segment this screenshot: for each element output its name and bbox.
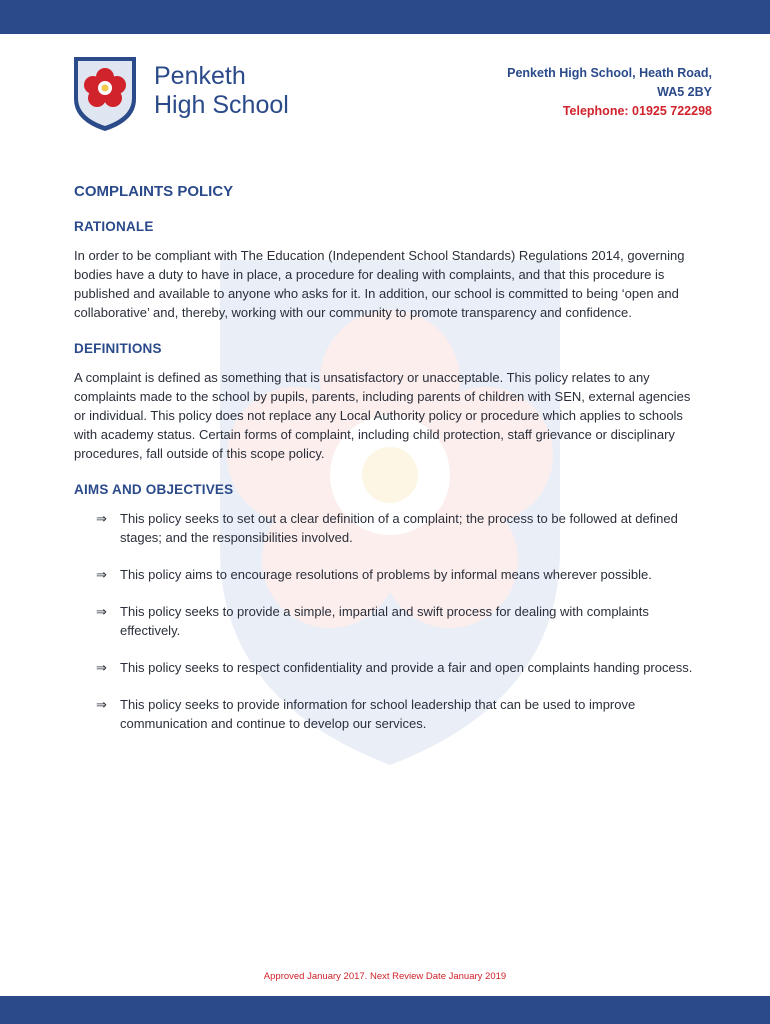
section-heading-aims: AIMS AND OBJECTIVES [74, 482, 234, 497]
aim-text: This policy seeks to set out a clear definition of a complaint; the process to be followed at defined stages; and the responsibilities involved. [120, 511, 678, 545]
rationale-paragraph: In order to be compliant with The Education (Independent School Standards) Regulations 2014, governing bodies have a duty to have in place, a procedure for dealing with complaints, and that this procedure is published and available to anyone who asks for it. In addition, our school is committed to being ‘open and collaborative’ and, thereby, working with our community to promote transparency and confidence. [74, 248, 685, 320]
school-name [154, 62, 289, 120]
school-name-line1: Penketh [154, 62, 246, 90]
top-banner [0, 0, 770, 34]
page-title: COMPLAINTS POLICY [74, 183, 234, 200]
list-item [74, 602, 704, 640]
arrow-right-icon: ⇒ [96, 511, 107, 526]
school-address [507, 64, 712, 121]
school-name-line2: High School [154, 91, 289, 119]
arrow-right-icon: ⇒ [96, 697, 107, 712]
section-heading-definitions: DEFINITIONS [74, 341, 162, 356]
aim-text: This policy aims to encourage resolutions of problems by informal means wherever possible. [120, 567, 652, 582]
aims-list [74, 509, 704, 733]
arrow-right-icon: ⇒ [96, 604, 107, 619]
address-line1: Penketh High School, Heath Road, [507, 66, 712, 80]
section-heading-rationale: RATIONALE [74, 219, 154, 234]
telephone: Telephone: 01925 722298 [562, 104, 712, 118]
list-item [74, 658, 704, 677]
definitions-paragraph: A complaint is defined as something that is unsatisfactory or unacceptable. This policy relates to any complaints made to the school by pupils, parents, including parents of children with SEN, external agencies or individual. This policy does not replace any Local Authority policy or procedure which applies to schools with academy status. Certain forms of complaint, including child protection, staff grievance or disciplinary procedures, fall outside of this scope policy. [74, 370, 691, 461]
list-item [74, 695, 704, 733]
aim-text: This policy seeks to provide information for school leadership that can be used to improve communication and continue to develop our services. [120, 697, 636, 731]
aim-text: This policy seeks to respect confidentiality and provide a fair and open complaints handing process. [120, 660, 693, 675]
list-item [74, 509, 704, 547]
school-crest-icon [72, 55, 138, 133]
list-item [74, 565, 704, 584]
aim-text: This policy seeks to provide a simple, impartial and swift process for dealing with complaints effectively. [120, 604, 649, 638]
address-line2: WA5 2BY [657, 85, 712, 99]
approval-note: Approved January 2017. Next Review Date January 2019 [263, 971, 507, 982]
arrow-right-icon: ⇒ [96, 567, 107, 582]
bottom-banner [0, 996, 770, 1024]
policy-content [74, 183, 704, 751]
arrow-right-icon: ⇒ [96, 660, 107, 675]
